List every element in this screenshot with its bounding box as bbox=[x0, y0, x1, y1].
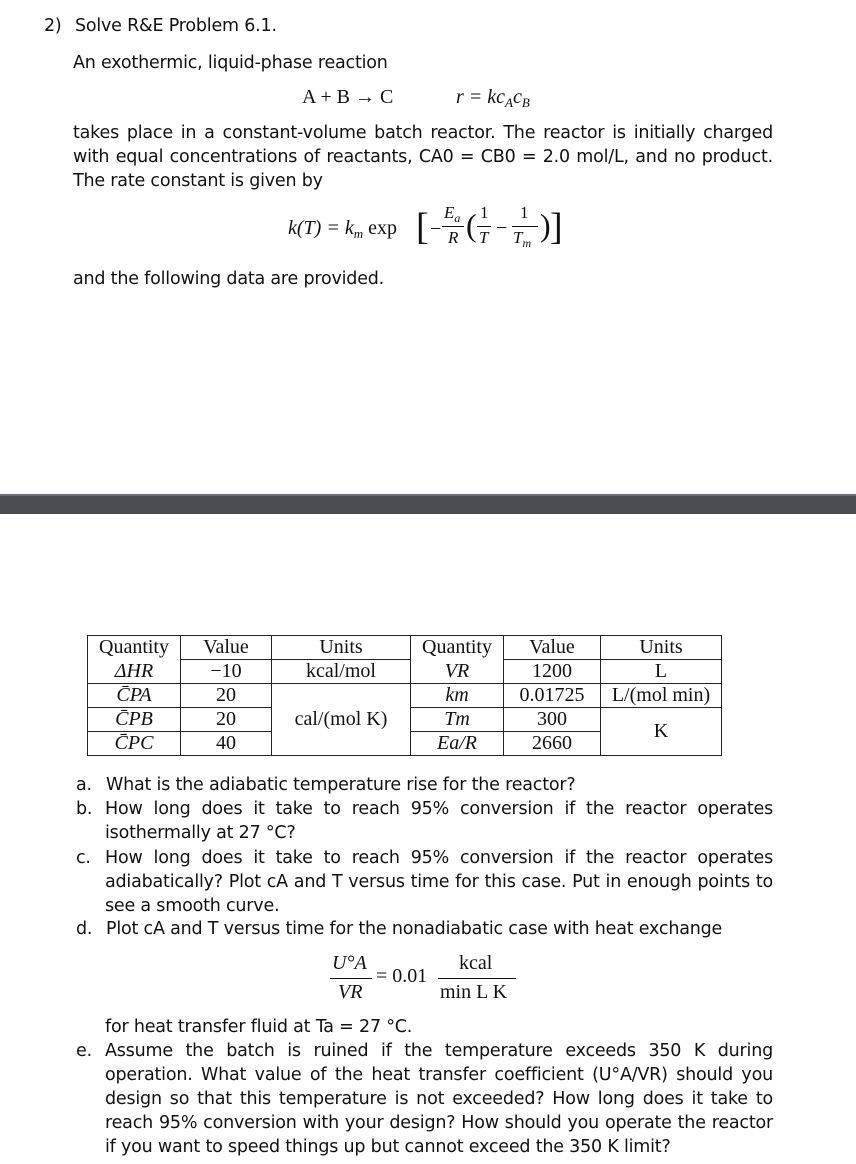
question-c-label: c. bbox=[76, 848, 91, 868]
question-a bbox=[76, 773, 575, 797]
cell-q2: Ea/R bbox=[411, 732, 504, 756]
cell-v1: 20 bbox=[181, 684, 272, 708]
cell-q2: VR bbox=[411, 660, 504, 684]
cell-u2-merged: K bbox=[601, 708, 722, 756]
question-b-line1: How long does it take to reach 95% conversion if the reactor operates bbox=[105, 799, 773, 819]
cell-q1: C̄PC bbox=[88, 732, 181, 756]
question-b-label: b. bbox=[76, 799, 93, 819]
eq-unit-numerator: kcal bbox=[459, 952, 493, 974]
table-row bbox=[88, 660, 722, 684]
eq-numerator: U°A bbox=[332, 952, 367, 974]
cell-u1: kcal/mol bbox=[272, 660, 411, 684]
cell-u2: L bbox=[601, 660, 722, 684]
para1-line2: with equal concentrations of reactants, CA0 = CB0 = 2.0 mol/L, and no product. bbox=[73, 147, 773, 167]
rate-law: $r = kc_Ac_B$ bbox=[456, 86, 530, 110]
cell-v1: 40 bbox=[181, 732, 272, 756]
table-header-row bbox=[88, 636, 722, 660]
eq-value: = 0.01 bbox=[376, 965, 428, 987]
cell-v2: 300 bbox=[504, 708, 601, 732]
question-e-line5: if you want to speed things up but cannot exceed the 350 K limit? bbox=[105, 1137, 671, 1157]
question-e-line4: reach 95% conversion with your design? How should you operate the reactor bbox=[105, 1113, 773, 1133]
cell-v1: −10 bbox=[181, 660, 272, 684]
eq-unit-denominator: min L K bbox=[440, 981, 508, 1003]
cell-q2: Tm bbox=[411, 708, 504, 732]
cell-v2: 2660 bbox=[504, 732, 601, 756]
question-e-line3: design so that this temperature is not exceeded? How long does it take to bbox=[105, 1089, 773, 1109]
header-units-1: Units bbox=[272, 636, 411, 660]
para1-line3: The rate constant is given by bbox=[73, 171, 323, 191]
header-quantity-2: Quantity bbox=[411, 636, 504, 660]
question-a-text: What is the adiabatic temperature rise for the reactor? bbox=[106, 775, 576, 795]
question-c-line1: How long does it take to reach 95% conversion if the reactor operates bbox=[105, 848, 773, 868]
question-c-line3: see a smooth curve. bbox=[105, 896, 280, 916]
cell-v2: 1200 bbox=[504, 660, 601, 684]
question-e-line2: operation. What value of the heat transfer coefficient (U°A/VR) should you bbox=[105, 1065, 773, 1085]
question-e-label: e. bbox=[76, 1041, 92, 1061]
header-quantity-1: Quantity bbox=[88, 636, 181, 660]
reaction-equation: A + B → C bbox=[302, 86, 394, 108]
question-c-line2: adiabatically? Plot cA and T versus time for this case. Put in enough points to bbox=[105, 872, 773, 892]
header-value-2: Value bbox=[504, 636, 601, 660]
heat-exchange-equation bbox=[330, 950, 530, 1006]
question-e-line1: Assume the batch is ruined if the temperature exceeds 350 K during bbox=[105, 1041, 773, 1061]
cell-u2: L/(mol min) bbox=[601, 684, 722, 708]
question-b-line2: isothermally at 27 °C? bbox=[105, 823, 296, 843]
problem-number: 2) bbox=[44, 16, 62, 36]
question-d bbox=[76, 917, 722, 941]
question-d-label: d. bbox=[76, 919, 93, 939]
data-intro: and the following data are provided. bbox=[73, 269, 385, 289]
intro-text: An exothermic, liquid-phase reaction bbox=[73, 53, 388, 73]
cell-v1: 20 bbox=[181, 708, 272, 732]
question-d-line2: for heat transfer fluid at Ta = 27 °C. bbox=[105, 1017, 413, 1037]
question-a-label: a. bbox=[76, 775, 92, 795]
eq-denominator: VR bbox=[338, 981, 363, 1003]
problem-title: Solve R&E Problem 6.1. bbox=[74, 16, 277, 36]
cell-q1: C̄PB bbox=[88, 708, 181, 732]
cell-u1-merged: cal/(mol K) bbox=[272, 684, 411, 756]
cell-q1: C̄PA bbox=[88, 684, 181, 708]
question-d-line1: Plot cA and T versus time for the nonadiabatic case with heat exchange bbox=[106, 919, 723, 939]
cell-v2: 0.01725 bbox=[504, 684, 601, 708]
question-e bbox=[76, 1039, 106, 1063]
header-units-2: Units bbox=[601, 636, 722, 660]
question-c bbox=[76, 846, 106, 870]
para1-line1: takes place in a constant-volume batch reactor. The reactor is initially charged bbox=[73, 123, 773, 143]
problem-header bbox=[44, 14, 277, 38]
page-divider bbox=[0, 494, 856, 514]
data-table bbox=[87, 635, 722, 756]
table-row bbox=[88, 684, 722, 708]
cell-q2: km bbox=[411, 684, 504, 708]
cell-q1: ΔHR bbox=[88, 660, 181, 684]
header-value-1: Value bbox=[181, 636, 272, 660]
question-b bbox=[76, 797, 106, 821]
